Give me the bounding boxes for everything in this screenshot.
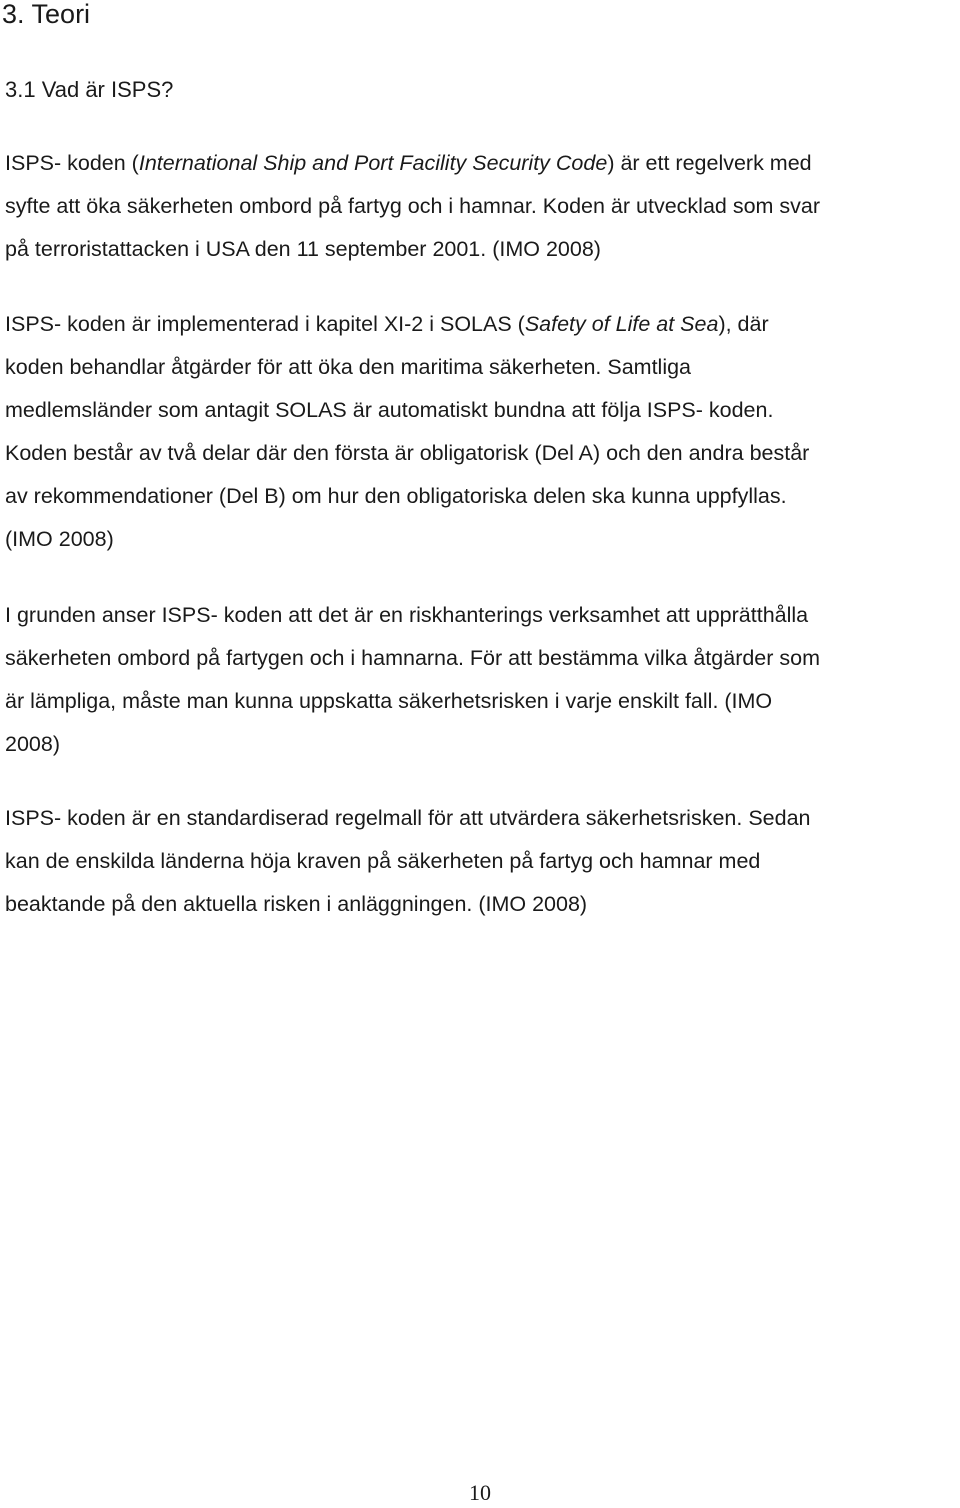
paragraph-line: 2008) <box>5 732 60 756</box>
paragraph-risk-management <box>5 594 960 766</box>
paragraph-line: är lämpliga, måste man kunna uppskatta säkerhetsrisken i varje enskilt fall. (IMO <box>5 689 773 713</box>
paragraph-line: ISPS- koden är implementerad i kapitel XI-2 i SOLAS (Safety of Life at Sea), där <box>5 312 769 336</box>
chapter-title: 3. Teori <box>2 0 91 29</box>
italic-term: International Ship and Port Facility Security Code <box>138 151 608 175</box>
paragraph-line: ISPS- koden är en standardiserad regelmall för att utvärdera säkerhetsrisken. Sedan <box>5 806 811 830</box>
paragraph-line: kan de enskilda länderna höja kraven på säkerheten på fartyg och hamnar med <box>5 849 761 873</box>
paragraph-line: syfte att öka säkerheten ombord på fartyg och i hamnar. Koden är utvecklad som svar <box>5 194 821 218</box>
paragraph-line: beaktande på den aktuella risken i anläggningen. (IMO 2008) <box>5 892 588 916</box>
paragraph-isps-definition <box>5 142 960 271</box>
paragraph-line: medlemsländer som antagit SOLAS är automatiskt bundna att följa ISPS- koden. <box>5 398 774 422</box>
paragraph-line: (IMO 2008) <box>5 527 114 551</box>
paragraph-line: ISPS- koden (International Ship and Port Facility Security Code) är ett regelverk med <box>5 151 812 175</box>
paragraph-line: I grunden anser ISPS- koden att det är en riskhanterings verksamhet att upprätthålla <box>5 603 809 627</box>
paragraph-line: säkerheten ombord på fartygen och i hamnarna. För att bestämma vilka åtgärder som <box>5 646 821 670</box>
page-number: 10 <box>469 1480 491 1505</box>
paragraph-standard-template <box>5 797 960 926</box>
section-title: 3.1 Vad är ISPS? <box>5 77 174 102</box>
paragraph-line: av rekommendationer (Del B) om hur den obligatoriska delen ska kunna uppfyllas. <box>5 484 787 508</box>
paragraph-line: Koden består av två delar där den första är obligatorisk (Del A) och den andra består <box>5 441 810 465</box>
paragraph-line: på terroristattacken i USA den 11 september 2001. (IMO 2008) <box>5 237 601 261</box>
paragraph-line: koden behandlar åtgärder för att öka den maritima säkerheten. Samtliga <box>5 355 692 379</box>
paragraph-solas <box>5 303 960 561</box>
italic-term: Safety of Life at Sea <box>524 312 719 336</box>
